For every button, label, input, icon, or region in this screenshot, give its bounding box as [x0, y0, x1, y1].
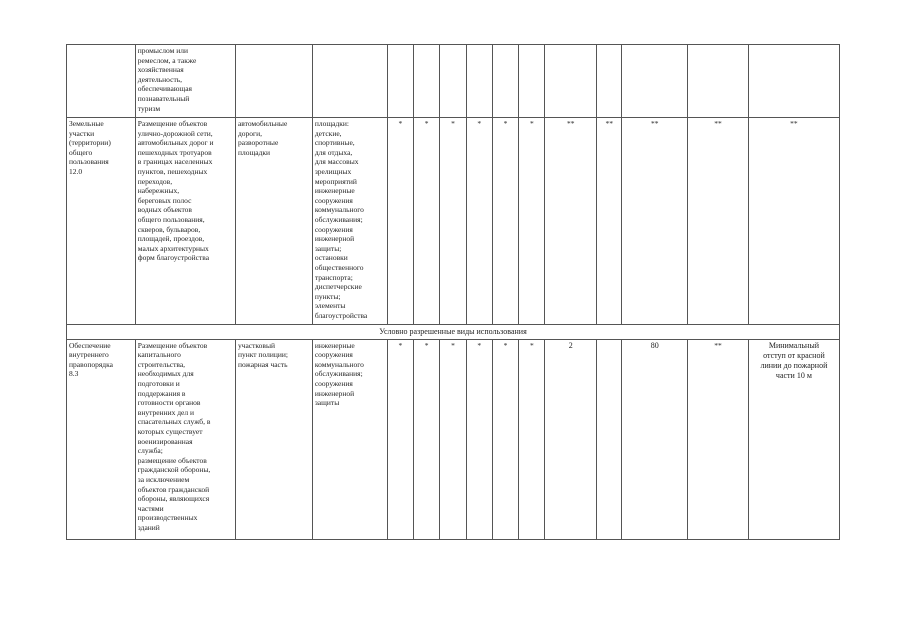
cell-param: [414, 45, 440, 118]
cell-param: *: [414, 339, 440, 539]
cell-param: [519, 45, 545, 118]
cell-param: *: [387, 339, 413, 539]
cell-param: [492, 45, 518, 118]
table-row: [67, 339, 840, 539]
cell-param: *: [414, 118, 440, 325]
cell-param: [622, 45, 688, 118]
section-row: [67, 325, 840, 340]
cell-param: *: [519, 339, 545, 539]
cell-param: *: [440, 339, 466, 539]
cell-param: [597, 45, 622, 118]
zoning-table: [66, 44, 840, 540]
cell-use-name: Обеспечение внутреннего правопорядка 8.3: [67, 339, 136, 539]
cell-main-objects: автомобильные дороги, разворотные площадки: [235, 118, 312, 325]
cell-notes: [748, 45, 839, 118]
cell-use-description: Размещение объектов улично-дорожной сети, автомобильных дорог и пешеходных тротуаров в границах населенных пунктов, пешеходных переходов, набережных, береговых полос водных объектов общего пользования, скверов, бульваров, площадей, проездов, малых архитектурных форм благоустройства: [135, 118, 235, 325]
cell-auxiliary-objects: инженерные сооружения коммунального обслуживания; сооружения инженерной защиты: [312, 339, 387, 539]
cell-param: *: [519, 118, 545, 325]
cell-param: 80: [622, 339, 688, 539]
cell-param: [387, 45, 413, 118]
cell-use-name: Земельные участки (территории) общего пользования 12.0: [67, 118, 136, 325]
cell-main-objects: участковый пункт полиции; пожарная часть: [235, 339, 312, 539]
cell-param: *: [466, 118, 492, 325]
cell-param: *: [492, 118, 518, 325]
cell-auxiliary-objects: площадки: детские, спортивные, для отдыха, для массовых зрелищных мероприятий инженерные сооружения коммунального обслуживания; сооружения инженерной защиты; остановки общественного транспорта; диспетчерские пункты; элементы благоустройства: [312, 118, 387, 325]
cell-use-description: промыслом или ремеслом, а также хозяйственная деятельность, обеспечивающая познавательный туризм: [135, 45, 235, 118]
section-title: Условно разрешенные виды использования: [67, 325, 840, 340]
table-row: [67, 118, 840, 325]
cell-auxiliary-objects: [312, 45, 387, 118]
cell-param: **: [688, 118, 749, 325]
cell-use-description: Размещение объектов капитального строительства, необходимых для подготовки и поддержания в готовности органов внутренних дел и спасательных служб, в которых существует военизированная служба; размещение объектов гражданской обороны, за исключением объектов гражданской обороны, являющихся частями производственных зданий: [135, 339, 235, 539]
cell-param: [466, 45, 492, 118]
cell-param: *: [492, 339, 518, 539]
cell-notes: **: [748, 118, 839, 325]
cell-main-objects: [235, 45, 312, 118]
cell-param: **: [597, 118, 622, 325]
table-row: [67, 45, 840, 118]
cell-param: [688, 45, 749, 118]
cell-param: 2: [545, 339, 597, 539]
cell-param: **: [545, 118, 597, 325]
cell-param: *: [387, 118, 413, 325]
cell-param: [545, 45, 597, 118]
cell-param: **: [688, 339, 749, 539]
cell-param: [597, 339, 622, 539]
cell-use-name: [67, 45, 136, 118]
cell-param: *: [466, 339, 492, 539]
cell-param: *: [440, 118, 466, 325]
cell-param: **: [622, 118, 688, 325]
cell-param: [440, 45, 466, 118]
cell-notes: Минимальный отступ от красной линии до пожарной части 10 м: [748, 339, 839, 539]
